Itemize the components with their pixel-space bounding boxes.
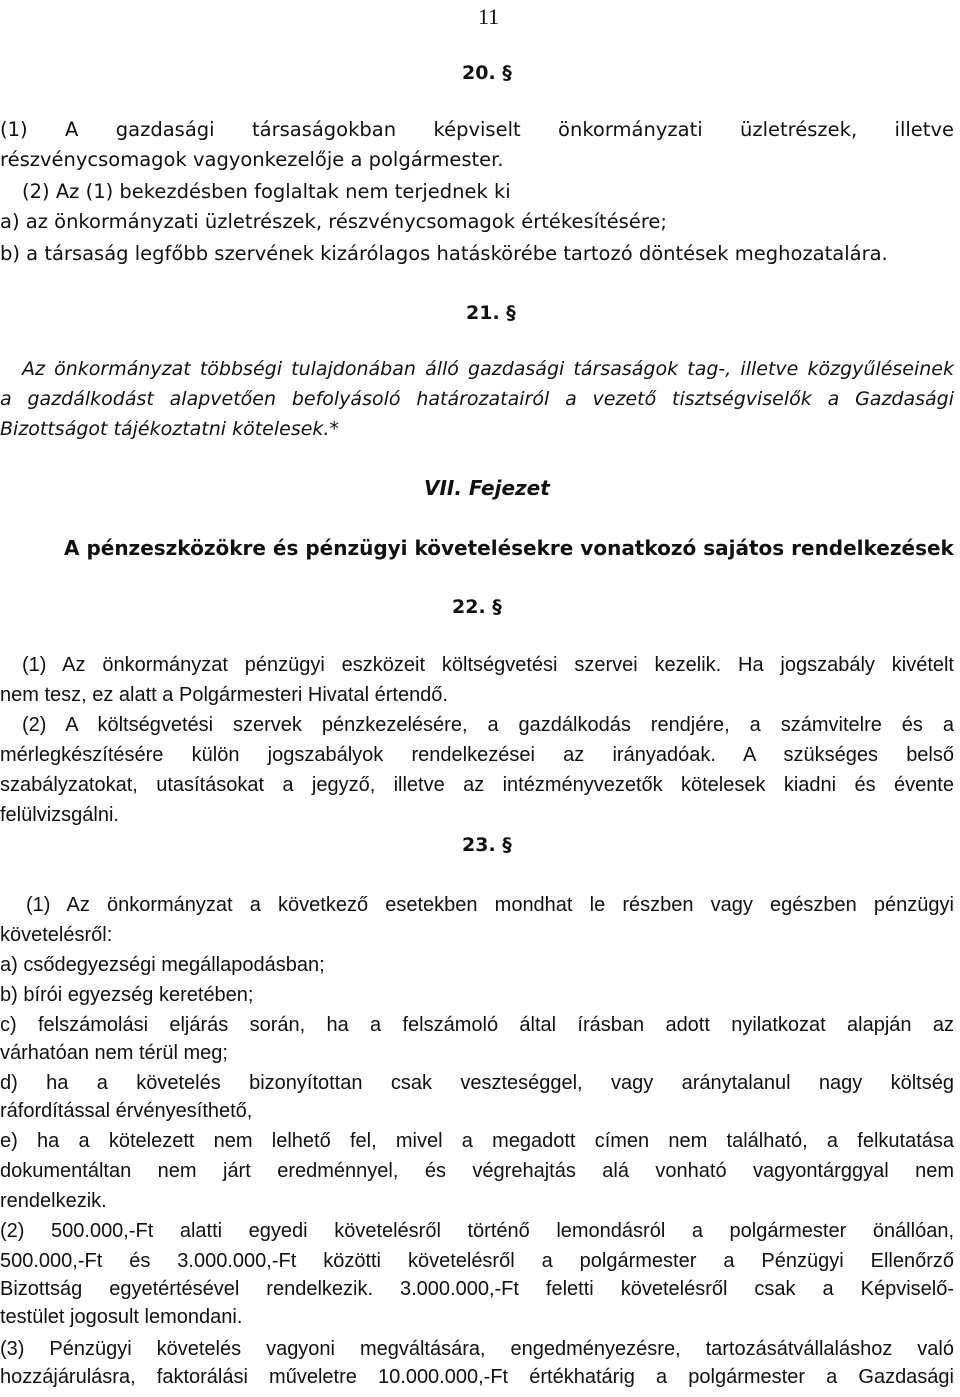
section-23-heading: 23. § <box>462 834 512 856</box>
section-23-line: b) bírói egyezség keretében; <box>0 984 254 1006</box>
section-21-heading: 21. § <box>466 302 516 324</box>
section-23-line: Bizottság egyetértésével rendelkezik. 3.000.000,-Ft feletti követelésről csak a Képviselő- <box>0 1278 954 1300</box>
section-21-line: a gazdálkodást alapvetően befolyásoló határozatairól a vezető tisztségviselők a Gazdasági <box>0 388 954 410</box>
chapter-title: VII. Fejezet <box>424 476 550 500</box>
section-22-line: szabályzatokat, utasításokat a jegyző, illetve az intézményvezetők kötelesek kiadni és évente <box>0 774 954 796</box>
section-20-line: (1) A gazdasági társaságokban képviselt önkormányzati üzletrészek, illetve <box>0 118 954 141</box>
section-23-line: (2) 500.000,-Ft alatti egyedi követelésről történő lemondásról a polgármester önállóan, <box>0 1220 954 1242</box>
section-20-heading: 20. § <box>462 62 512 84</box>
section-22-line: nem tesz, ez alatt a Polgármesteri Hivatal értendő. <box>0 684 448 706</box>
section-20-line: a) az önkormányzati üzletrészek, részvénycsomagok értékesítésére; <box>0 210 667 233</box>
section-23-line: várhatóan nem térül meg; <box>0 1042 228 1064</box>
section-23-line: 500.000,-Ft és 3.000.000,-Ft közötti követelésről a polgármester a Pénzügyi Ellenőrző <box>0 1250 954 1272</box>
chapter-subtitle: A pénzeszközökre és pénzügyi követelésekre vonatkozó sajátos rendelkezések <box>64 536 954 560</box>
section-23-line: rendelkezik. <box>0 1190 107 1212</box>
section-23-line: dokumentáltan nem járt eredménnyel, és végrehajtás alá vonható vagyontárggyal nem <box>0 1160 954 1182</box>
section-22-heading: 22. § <box>452 596 502 618</box>
section-21-line: Bizottságot tájékoztatni kötelesek.* <box>0 418 339 440</box>
section-20-line: részvénycsomagok vagyonkezelője a polgármester. <box>0 148 504 171</box>
section-22-line: (2) A költségvetési szervek pénzkezelésére, a gazdálkodás rendjére, a számvitelre és a <box>22 714 954 736</box>
section-23-line: e) ha a kötelezett nem lelhető fel, mivel a megadott címen nem található, a felkutatása <box>0 1130 954 1152</box>
section-23-line: hozzájárulásra, faktorálási műveletre 10.000.000,-Ft értékhatárig a polgármester a Gazdasági <box>0 1366 954 1388</box>
section-23-line: testület jogosult lemondani. <box>0 1306 243 1328</box>
section-23-line: c) felszámolási eljárás során, ha a felszámoló által írásban adott nyilatkozat alapján az <box>0 1014 954 1036</box>
section-20-line: (2) Az (1) bekezdésben foglaltak nem terjednek ki <box>22 180 511 203</box>
section-23-line: a) csődegyezségi megállapodásban; <box>0 954 325 976</box>
section-23-line: (3) Pénzügyi követelés vagyoni megváltására, engedményezésre, tartozásátvállaláshoz való <box>0 1338 954 1360</box>
page-number: 11 <box>478 4 500 29</box>
section-23-line: követelésről: <box>0 924 113 946</box>
section-23-line: d) ha a követelés bizonyítottan csak veszteséggel, vagy aránytalanul nagy költség <box>0 1072 954 1094</box>
section-23-line: (1) Az önkormányzat a következő esetekben mondhat le részben vagy egészben pénzügyi <box>26 894 954 916</box>
section-20-line: b) a társaság legfőbb szervének kizárólagos hatáskörébe tartozó döntések meghozatalára. <box>0 242 888 265</box>
section-23-line: ráfordítással érvényesíthető, <box>0 1100 253 1122</box>
section-22-line: mérlegkészítésére külön jogszabályok rendelkezései az irányadóak. A szükséges belső <box>0 744 954 766</box>
section-22-line: (1) Az önkormányzat pénzügyi eszközeit költségvetési szervei kezelik. Ha jogszabály kivételt <box>22 654 954 676</box>
section-21-line: Az önkormányzat többségi tulajdonában álló gazdasági társaságok tag-, illetve közgyűléseinek <box>22 358 954 380</box>
section-22-line: felülvizsgálni. <box>0 804 119 826</box>
